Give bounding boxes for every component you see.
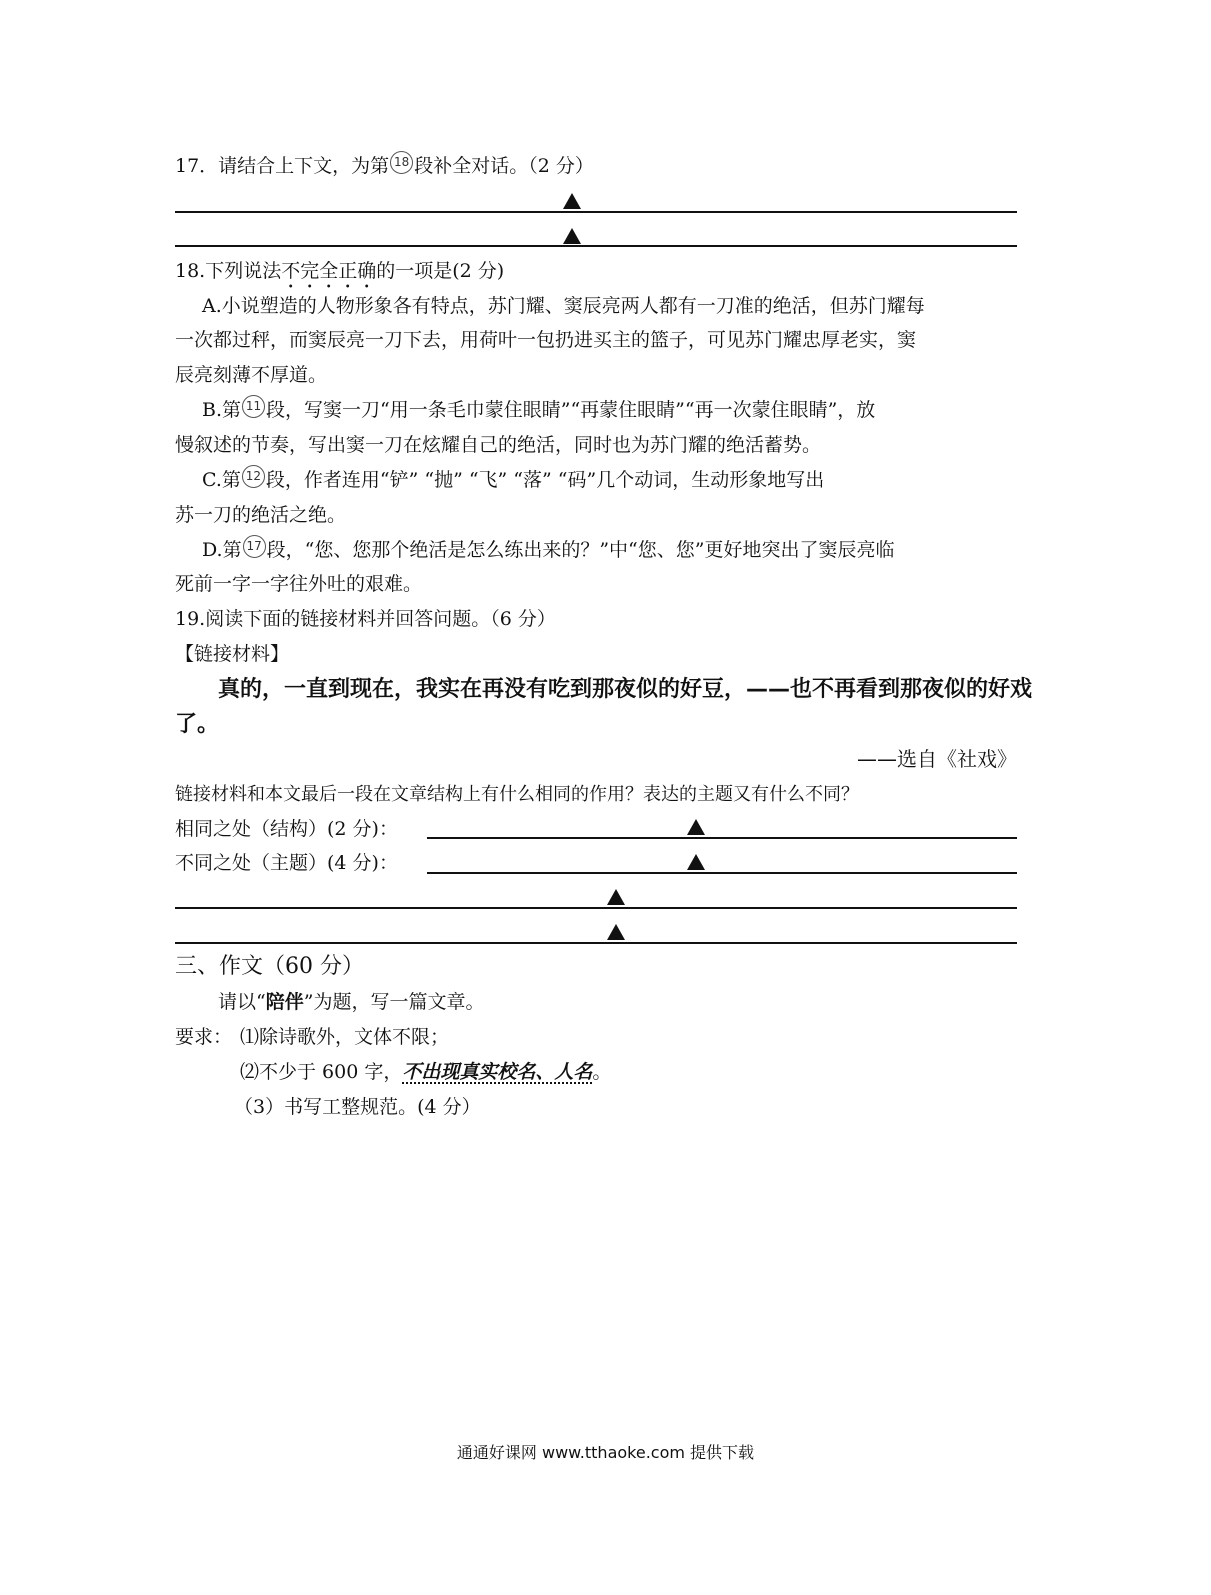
essay-heading: 三、作文（60 分）	[175, 954, 364, 979]
requirements-label: 要求：	[175, 1026, 233, 1048]
same-label: 相同之处（结构）(2 分)：	[175, 818, 398, 840]
answer-line	[175, 907, 1017, 909]
answer-line	[175, 245, 1017, 247]
paragraph-number-circle: 12	[242, 465, 265, 488]
answer-triangle-marker	[687, 819, 705, 835]
essay-title: 陪伴	[265, 991, 304, 1013]
option-d-line-1: D.第 17 段，“您、您那个绝活是怎么练出来的？”中“您、您”更好地突出了窦辰亮临	[202, 535, 1017, 565]
footer-credit: 通通好课网 www.tthaoke.com 提供下载	[456, 1443, 755, 1462]
question-18: 18.下列说法不完全正确的一项是(2 分)	[175, 260, 505, 282]
emphasized-text: 不出现真实校名、人名	[402, 1061, 593, 1083]
paragraph-number-circle: 17	[243, 535, 266, 558]
requirement-2: ⑵不少于 600 字，不出现真实校名、人名。	[240, 1061, 612, 1083]
answer-line	[175, 211, 1017, 213]
quote-source: ——选自《社戏》	[857, 747, 1017, 771]
option-c-line-2: 苏一刀的绝活之绝。	[175, 504, 347, 526]
answer-line	[175, 942, 1017, 944]
answer-triangle-marker	[687, 854, 705, 870]
emphasized-text: 不完全正确	[281, 260, 377, 282]
option-b-line-1: B.第 11 段，写窦一刀“用一条毛巾蒙住眼睛”“再蒙住眼睛”“再一次蒙住眼睛”，放	[202, 395, 1017, 425]
answer-triangle-marker	[607, 924, 625, 940]
option-a-line-2: 一次都过秤，而窦辰亮一刀下去，用荷叶一包扔进买主的篮子，可见苏门耀忠厚老实，窦	[175, 329, 917, 351]
answer-triangle-marker	[563, 228, 581, 244]
question-19: 19.阅读下面的链接材料并回答问题。（6 分）	[175, 608, 556, 630]
diff-label: 不同之处（主题）(4 分)：	[175, 852, 398, 874]
linked-material-quote-line-1: 真的，一直到现在，我实在再没有吃到那夜似的好豆，——也不再看到那夜似的好戏	[218, 677, 1033, 702]
essay-prompt: 请以“陪伴”为题，写一篇文章。	[218, 991, 485, 1013]
paragraph-number-circle: 11	[242, 395, 265, 418]
answer-line	[427, 837, 1017, 839]
answer-triangle-marker	[563, 193, 581, 209]
option-d-line-2: 死前一字一字往外吐的艰难。	[175, 573, 423, 595]
question-17: 17．请结合上下文，为第 18 段补全对话。（2 分）	[175, 151, 1017, 181]
option-c-line-1: C.第 12 段，作者连用“铲” “抛” “飞” “落” “码”几个动词，生动形象地写出	[202, 465, 1017, 495]
option-b-line-2: 慢叙述的节奏，写出窦一刀在炫耀自己的绝活，同时也为苏门耀的绝活蓄势。	[175, 434, 822, 456]
answer-triangle-marker	[607, 889, 625, 905]
option-a-line-1: A.小说塑造的人物形象各有特点，苏门耀、窦辰亮两人都有一刀准的绝活，但苏门耀每	[202, 295, 925, 317]
answer-line	[427, 872, 1017, 874]
requirement-3: （3）书写工整规范。(4 分）	[234, 1096, 481, 1118]
option-a-line-3: 辰亮刻薄不厚道。	[175, 364, 328, 386]
requirement-1: ⑴除诗歌外，文体不限；	[240, 1026, 450, 1048]
paragraph-number-circle: 18	[390, 151, 413, 174]
material-title: 【链接材料】	[175, 643, 290, 665]
question-19-prompt: 链接材料和本文最后一段在文章结构上有什么相同的作用？表达的主题又有什么不同？	[175, 784, 859, 805]
linked-material-quote-line-2: 了。	[175, 712, 220, 737]
